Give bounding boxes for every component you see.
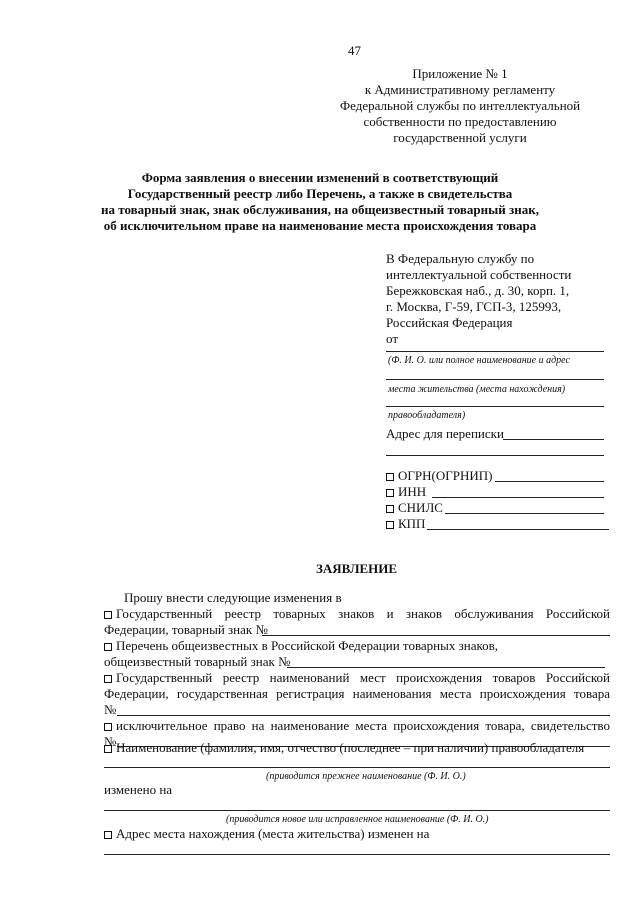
option-4-line-2: № — [104, 734, 117, 749]
checkbox-icon[interactable] — [104, 723, 112, 731]
inn-label: ИНН — [398, 484, 427, 499]
option-2-number-field[interactable] — [287, 667, 605, 668]
addressee-line-1: В Федеральную службу по — [386, 251, 535, 266]
option-6-line[interactable]: Адрес места нахождения (места жительства) изменен на — [104, 826, 429, 842]
form-title-line-1: Форма заявления о внесении изменений в соответствующий — [141, 170, 499, 185]
inn-item[interactable] — [386, 484, 426, 500]
option-2-line-1[interactable]: Перечень общеизвестных в Российской Федерации товарных знаков, — [104, 638, 498, 654]
previous-name-field[interactable] — [104, 767, 610, 768]
correspondence-line-2[interactable] — [386, 455, 604, 456]
checkbox-icon[interactable] — [386, 521, 394, 529]
snils-label: СНИЛС — [398, 500, 443, 515]
checkbox-icon[interactable] — [104, 675, 112, 683]
checkbox-icon[interactable] — [104, 831, 112, 839]
snils-field-line[interactable] — [445, 513, 604, 514]
correspondence-label: Адрес для переписки — [386, 426, 504, 441]
kpp-field-line[interactable] — [427, 529, 609, 530]
form-title-line-3: на товарный знак, знак обслуживания, на общеизвестный товарный знак, — [101, 202, 539, 217]
addressee-line-4: г. Москва, Г-59, ГСП-3, 125993, — [386, 299, 562, 314]
option-2-line-2: общеизвестный товарный знак № — [104, 654, 291, 669]
ogrn-field-line[interactable] — [495, 481, 604, 482]
checkbox-icon[interactable] — [386, 473, 394, 481]
checkbox-icon[interactable] — [386, 505, 394, 513]
correspondence-line-1[interactable] — [503, 439, 604, 440]
page-number: 47 — [348, 43, 361, 58]
option-3-number-field[interactable] — [117, 715, 610, 716]
new-address-field[interactable] — [104, 854, 610, 855]
option-3-line-2: Федерации, государственная регистрация наименования места происхождения товара — [104, 686, 610, 701]
applicant-hint-3: правообладателя) — [388, 410, 466, 421]
option-1-line-1[interactable]: Государственный реестр товарных знаков и знаков обслуживания Российской — [104, 606, 610, 622]
applicant-address-line[interactable] — [386, 379, 604, 380]
previous-name-hint: (приводится прежнее наименование (Ф. И. О.) — [266, 771, 466, 782]
appendix-line-1: Приложение № 1 — [412, 66, 508, 81]
applicant-hint-2: места жительства (места нахождения) — [388, 384, 566, 395]
appendix-line-5: государственной услуги — [393, 130, 527, 145]
option-3-line-3: № — [104, 702, 117, 717]
inn-field-line[interactable] — [432, 497, 604, 498]
appendix-line-3: Федеральной службы по интеллектуальной — [339, 98, 581, 113]
option-4-line-1[interactable]: исключительное право на наименование места происхождения товара, свидетельство — [104, 718, 610, 734]
new-name-field[interactable] — [104, 810, 610, 811]
appendix-header — [300, 66, 620, 146]
option-5-line[interactable]: Наименование (фамилия, имя, отчество (последнее – при наличии) правообладателя — [104, 740, 584, 756]
applicant-extra-line[interactable] — [386, 406, 604, 407]
statement-intro: Прошу внести следующие изменения в — [124, 590, 342, 605]
form-title — [80, 170, 560, 234]
checkbox-icon[interactable] — [104, 745, 112, 753]
ogrn-item[interactable] — [386, 468, 492, 484]
option-3-line-1[interactable]: Государственный реестр наименований мест происхождения товаров Российской — [104, 670, 610, 686]
option-1-line-2: Федерации, товарный знак № — [104, 622, 268, 637]
form-title-line-2: Государственный реестр либо Перечень, а также в свидетельства — [127, 186, 513, 201]
kpp-label: КПП — [398, 516, 426, 531]
appendix-line-4: собственности по предоставлению — [363, 114, 557, 129]
statement-heading: ЗАЯВЛЕНИЕ — [316, 561, 398, 576]
checkbox-icon[interactable] — [104, 643, 112, 651]
addressee-from-label: от — [386, 331, 399, 346]
ogrn-label: ОГРН(ОГРНИП) — [398, 468, 493, 483]
option-1-number-field[interactable] — [262, 635, 610, 636]
addressee-line-2: интеллектуальной собственности — [386, 267, 572, 282]
checkbox-icon[interactable] — [386, 489, 394, 497]
snils-item[interactable] — [386, 500, 443, 516]
form-title-line-4: об исключительном праве на наименование места происхождения товара — [103, 218, 537, 233]
applicant-hint-1: (Ф. И. О. или полное наименование и адрес — [388, 355, 570, 366]
addressee-line-5: Российская Федерация — [386, 315, 513, 330]
kpp-item[interactable] — [386, 516, 425, 532]
applicant-name-line[interactable] — [386, 351, 604, 352]
addressee-line-3: Бережковская наб., д. 30, корп. 1, — [386, 283, 570, 298]
appendix-line-2: к Административному регламенту — [364, 82, 556, 97]
changed-to-label: изменено на — [104, 782, 173, 797]
new-name-hint: (приводится новое или исправленное наименование (Ф. И. О.) — [226, 814, 489, 825]
checkbox-icon[interactable] — [104, 611, 112, 619]
addressee-block — [386, 251, 571, 347]
